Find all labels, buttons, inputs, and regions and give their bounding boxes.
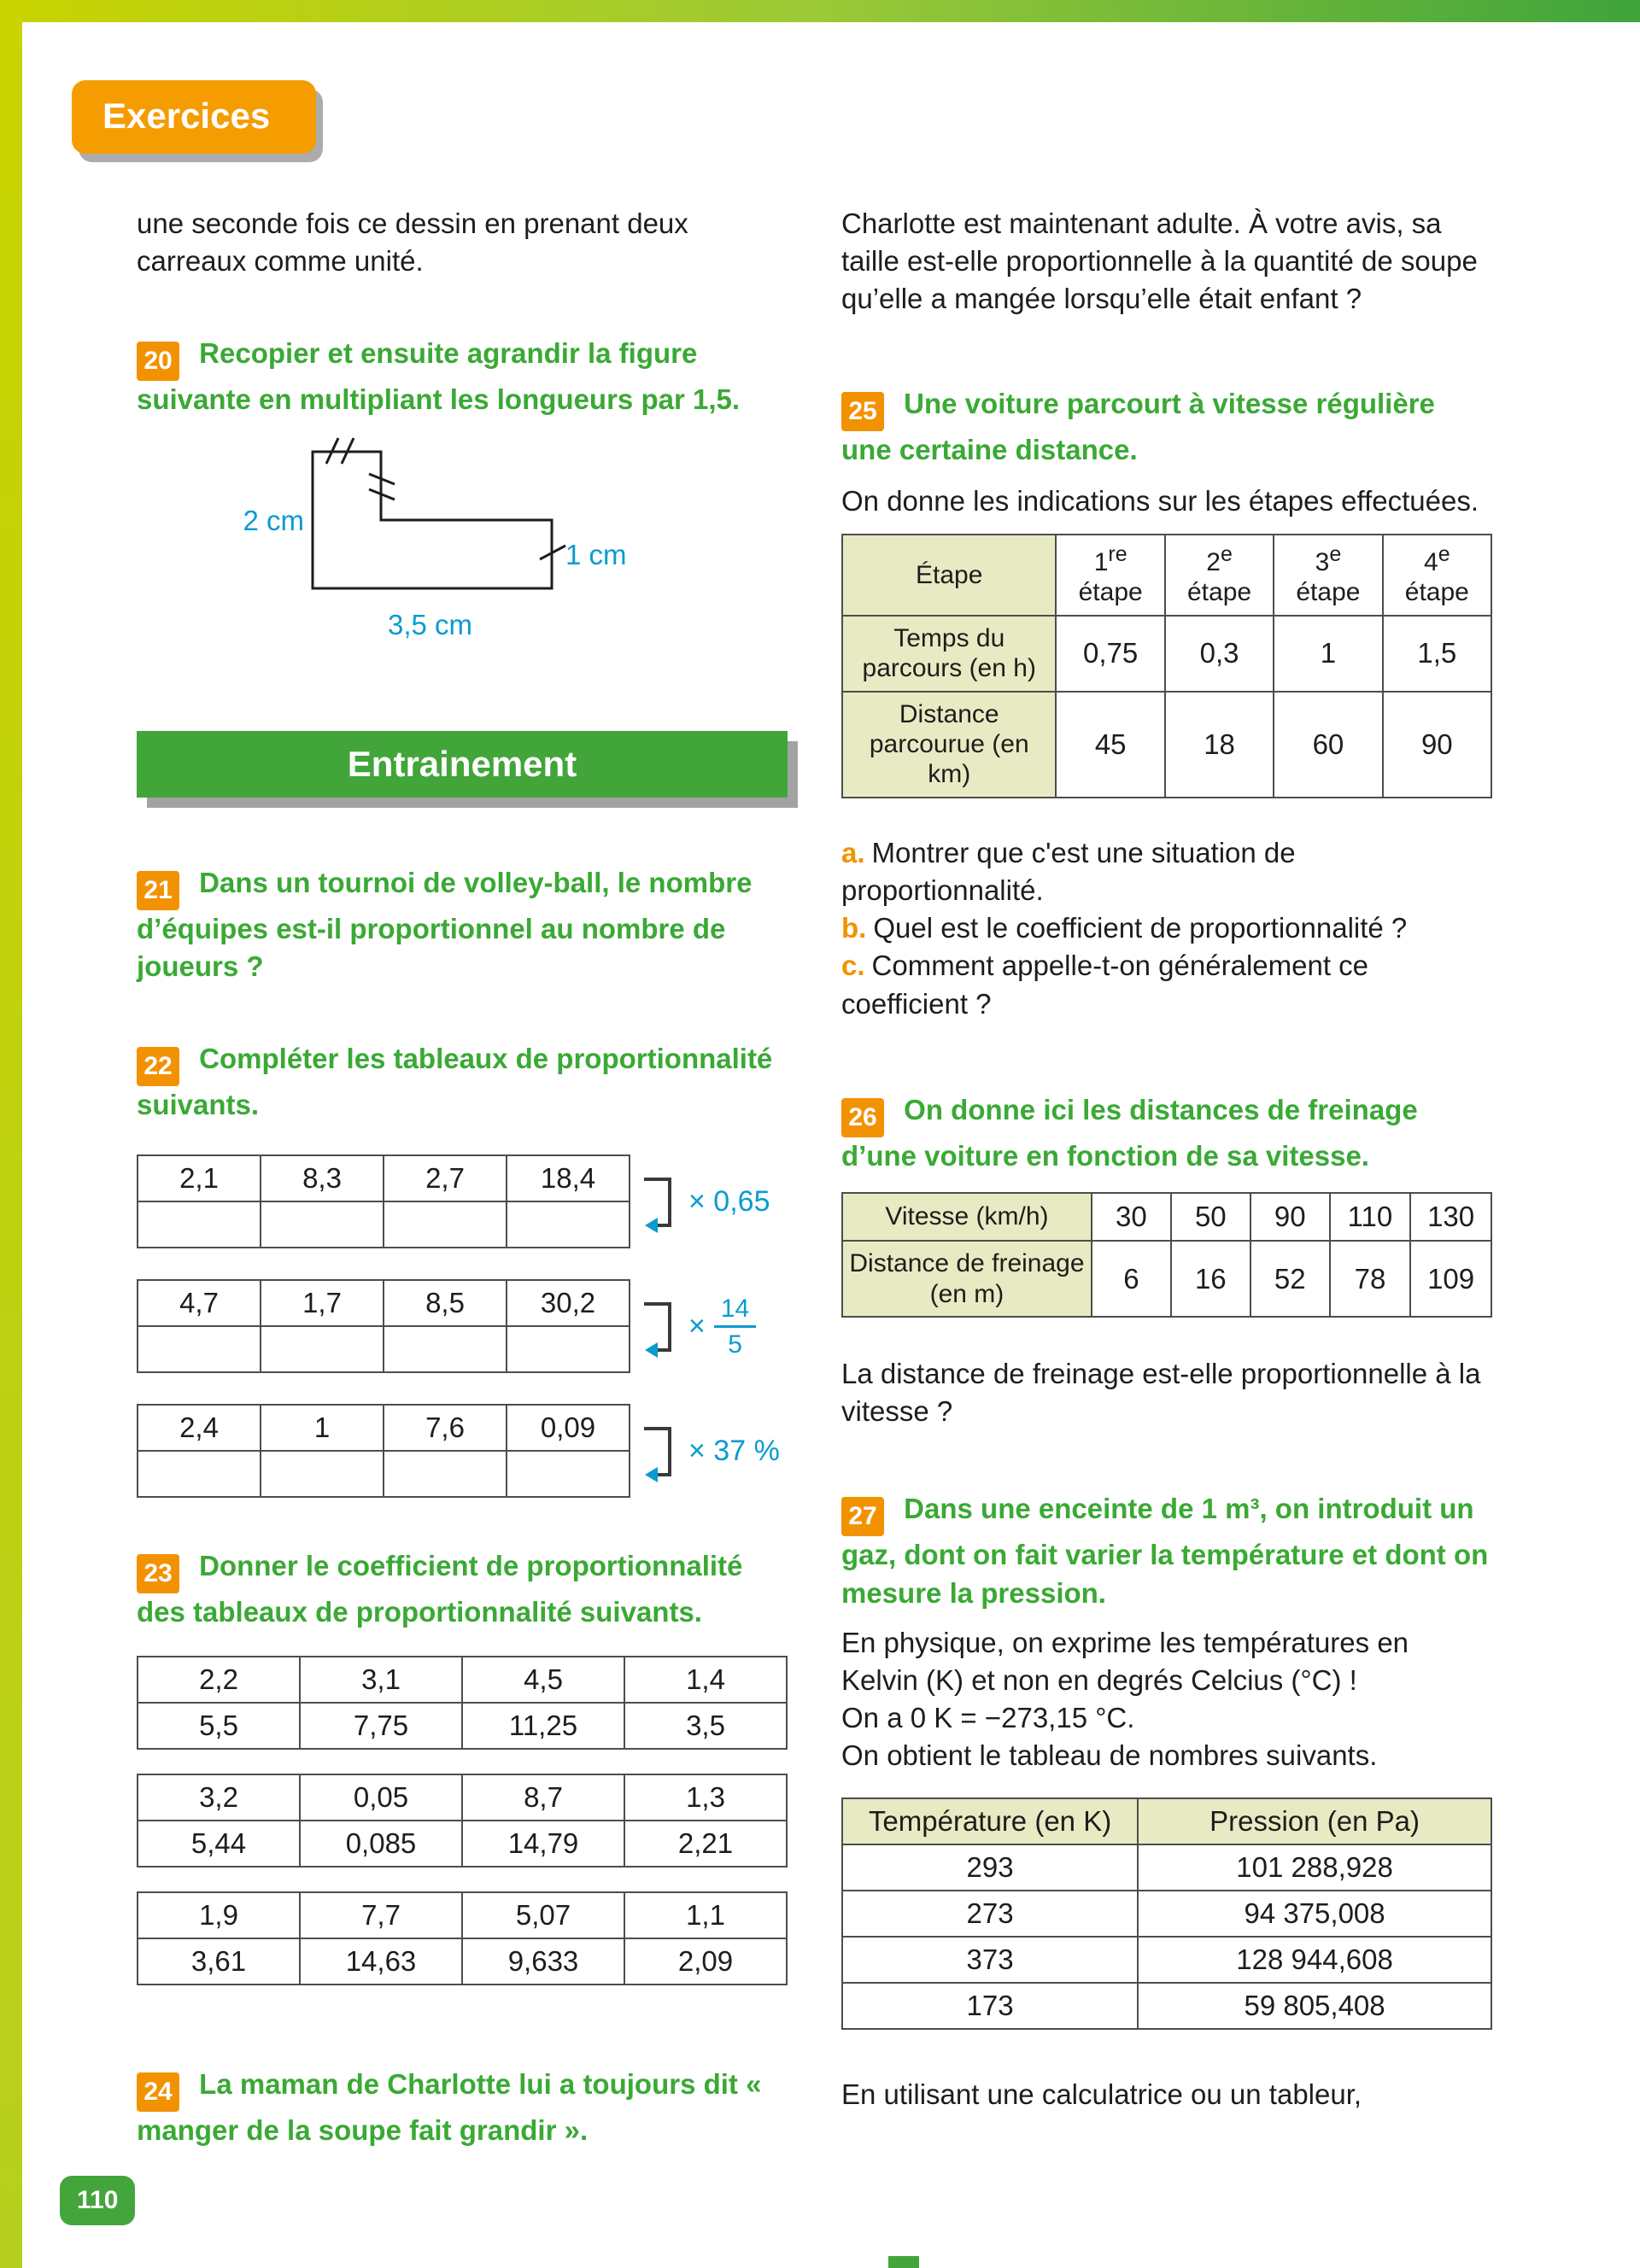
table-cell: 2,1 [138,1155,261,1201]
fraction-numerator: 14 [714,1295,756,1328]
right-column [841,205,1492,2113]
empty-cell [261,1451,384,1497]
multiplier-bracket-arrow [642,1157,680,1246]
etape-word: étape [1296,578,1361,607]
table-corner-cell: Étape [842,535,1056,616]
table-cell: 3,2 [138,1774,300,1821]
table-cell: 2,7 [384,1155,507,1201]
figure-label-right: 1 cm [565,538,627,570]
table-cell: 7,6 [384,1405,507,1451]
table-cell: 3,5 [624,1703,787,1749]
multiplier-label [688,1295,756,1359]
table-cell: 6 [1092,1241,1171,1317]
table-cell: 52 [1250,1241,1330,1317]
figure-label-left: 2 cm [243,504,304,536]
question-letter: c. [841,950,865,982]
empty-cell [384,1201,507,1248]
exercise-21-heading [137,864,788,985]
table-cell: 110 [1330,1193,1411,1241]
table-cell: 8,3 [261,1155,384,1201]
fraction-denominator: 5 [728,1330,742,1359]
table-cell: 45 [1056,692,1164,798]
proportion-table-3 [137,1404,630,1498]
table-cell: 5,5 [138,1703,300,1749]
table-cell: 5,07 [462,1892,624,1938]
empty-cell [384,1326,507,1372]
etape-number: 2 [1206,548,1221,577]
table-cell: 1,1 [624,1892,787,1938]
top-border [0,0,1640,22]
table-cell: 4,5 [462,1657,624,1703]
empty-cell [138,1326,261,1372]
empty-cell [138,1451,261,1497]
proportion-table-1 [137,1154,630,1248]
table-cell: 5,44 [138,1821,300,1867]
figure-20 [184,426,788,687]
table-cell: 8,7 [462,1774,624,1821]
exercise-27-body-1: En physique, on exprime les températures en Kelvin (K) et non en degrés Celcius (°C) ! [841,1626,1409,1697]
exercise-27-title: Dans une enceinte de 1 m³, on introduit un gaz, dont on fait varier la température et dont on mesure la pression. [841,1493,1489,1609]
exercise-20-badge: 20 [137,342,179,381]
etape-sup: e [1329,542,1342,567]
exercise-27-badge: 27 [841,1497,884,1536]
table-cell: 273 [842,1891,1138,1937]
figure-label-bottom: 3,5 cm [388,608,473,640]
question-text: Comment appelle-t-on généralement ce coefficient ? [841,950,1369,1020]
table-cell: 109 [1410,1241,1491,1317]
exercise-26-title: On donne ici les distances de freinage d’une voiture en fonction de sa vitesse. [841,1093,1418,1172]
multiplier-label: × 0,65 [688,1184,770,1218]
multiplier-label: × 37 % [688,1434,780,1467]
table-cell: 1,9 [138,1892,300,1938]
table-header-cell [1165,535,1274,616]
empty-cell [507,1326,630,1372]
table-cell: 90 [1383,692,1491,798]
table-cell: 1 [1274,616,1382,692]
empty-cell [261,1201,384,1248]
coefficient-table-2 [137,1774,788,1868]
table-cell: 0,3 [1165,616,1274,692]
l-shape-outline [313,452,552,588]
question-a [841,834,1492,909]
empty-cell [261,1326,384,1372]
table-cell: 1,4 [624,1657,787,1703]
exercise-21-badge: 21 [137,871,179,910]
exercise-27-heading [841,1490,1492,1611]
table-cell: 30,2 [507,1280,630,1326]
table-cell: 90 [1250,1193,1330,1241]
table-cell: 1,7 [261,1280,384,1326]
multiplier-bracket-arrow [642,1282,680,1371]
table-cell: 1 [261,1405,384,1451]
exercise-23-heading [137,1547,788,1631]
question-letter: b. [841,912,867,944]
etape-number: 4 [1424,548,1438,577]
bottom-green-mark [888,2256,919,2268]
exercise-26-question: La distance de freinage est-elle proportionnelle à la vitesse ? [841,1357,1481,1428]
coefficient-table-1 [137,1656,788,1750]
empty-cell [384,1451,507,1497]
freinage-table [841,1192,1492,1318]
table-cell: 3,1 [300,1657,462,1703]
etape-word: étape [1187,578,1252,607]
exercise-22-badge: 22 [137,1047,179,1086]
table-cell: 14,79 [462,1821,624,1867]
multiplier-fraction [714,1295,756,1359]
table-cell: 2,09 [624,1938,787,1984]
exercise-23-badge: 23 [137,1554,179,1593]
table-row-label: Distance de freinage (en m) [842,1241,1092,1317]
exercise-21-title: Dans un tournoi de volley-ball, le nombre d’équipes est-il proportionnel au nombre de joueurs ? [137,866,753,982]
table-cell: 8,5 [384,1280,507,1326]
table-cell: 130 [1410,1193,1491,1241]
empty-cell [507,1451,630,1497]
left-column [137,205,788,2149]
table-cell: 101 288,928 [1138,1844,1491,1891]
page-number-badge: 110 [60,2176,135,2225]
table-row-label: Temps du parcours (en h) [842,616,1056,692]
question-c [841,947,1492,1022]
empty-cell [138,1201,261,1248]
table-cell: 2,21 [624,1821,787,1867]
table-cell: 1,5 [1383,616,1491,692]
empty-cell [507,1201,630,1248]
etape-word: étape [1078,578,1143,607]
table-cell: 1,3 [624,1774,787,1821]
table-header-cell: Température (en K) [842,1798,1138,1844]
l-shape-figure [184,426,663,682]
page-content [22,22,1640,2268]
exercise-24-title: La maman de Charlotte lui a toujours dit « manger de la soupe fait grandir ». [137,2067,762,2146]
table-header-cell [1056,535,1164,616]
table-cell: 16 [1171,1241,1250,1317]
exercise-24-badge: 24 [137,2072,179,2112]
question-letter: a. [841,836,865,868]
proportion-table-row-3 [137,1404,788,1498]
table-cell: 78 [1330,1241,1411,1317]
table-cell: 4,7 [138,1280,261,1326]
exercise-22-title: Compléter les tableaux de proportionnalité suivants. [137,1043,773,1121]
table-cell: 0,05 [300,1774,462,1821]
exercise-26-badge: 26 [841,1098,884,1137]
table-cell: 293 [842,1844,1138,1891]
table-cell: 373 [842,1937,1138,1983]
table-cell: 173 [842,1983,1138,2029]
exercise-25-body: On donne les indications sur les étapes effectuées. [841,484,1479,517]
proportion-table-row-2 [137,1279,788,1373]
table-cell: 2,2 [138,1657,300,1703]
multiplier-sign: × [688,1309,706,1342]
table-header-cell: Pression (en Pa) [1138,1798,1491,1844]
multiplier-bracket-arrow [642,1406,680,1495]
table-cell: 14,63 [300,1938,462,1984]
table-cell: 11,25 [462,1703,624,1749]
table-header-cell [1274,535,1382,616]
question-b [841,909,1492,947]
table-cell: 50 [1171,1193,1250,1241]
table-cell: 0,085 [300,1821,462,1867]
table-cell: 94 375,008 [1138,1891,1491,1937]
entrainement-banner: Entrainement [137,731,788,798]
table-row-label: Distance parcourue (en km) [842,692,1056,798]
etape-number: 1 [1093,548,1109,577]
table-cell: 9,633 [462,1938,624,1984]
left-border [0,0,22,2268]
table-cell: 0,75 [1056,616,1164,692]
exercise-25-title: Une voiture parcourt à vitesse régulière une certaine distance. [841,387,1435,465]
table-cell: 18 [1165,692,1274,798]
table-cell: 7,7 [300,1892,462,1938]
exercices-tab: Exercices [72,80,316,154]
exercise-26-heading [841,1091,1492,1175]
table-cell: 18,4 [507,1155,630,1201]
table-cell: 30 [1092,1193,1171,1241]
table-cell: 2,4 [138,1405,261,1451]
proportion-table-2 [137,1279,630,1373]
exercise-25-heading [841,385,1492,469]
exercise-25-questions [841,834,1492,1023]
etape-sup: e [1220,542,1233,567]
table-cell: 128 944,608 [1138,1937,1491,1983]
etape-sup: re [1108,542,1128,567]
etapes-table [841,534,1492,798]
etape-word: étape [1404,578,1469,607]
exercise-22-heading [137,1040,788,1124]
exercise-20-heading [137,335,788,418]
exercise-27-body-2: On a 0 K = −273,15 °C. [841,1702,1135,1734]
exercise-23-title: Donner le coefficient de proportionnalité des tableaux de proportionnalité suivants. [137,1550,743,1628]
table-cell: 7,75 [300,1703,462,1749]
temperature-pression-table [841,1797,1492,2030]
question-text: Montrer que c'est une situation de proportionnalité. [841,836,1296,907]
exercise-20-title: Recopier et ensuite agrandir la figure suivante en multipliant les longueurs par 1,5. [137,337,741,416]
table-cell: 0,09 [507,1405,630,1451]
table-cell: 60 [1274,692,1382,798]
exercise-27-closing: En utilisant une calculatrice ou un tableur, [841,2078,1362,2110]
table-cell: 59 805,408 [1138,1983,1491,2029]
coefficient-table-3 [137,1891,788,1985]
intro-text-right: Charlotte est maintenant adulte. À votre avis, sa taille est-elle proportionnelle à la quantité de soupe qu’elle a mangée lorsqu’elle était enfant ? [841,208,1478,315]
exercise-25-badge: 25 [841,392,884,431]
question-text: Quel est le coefficient de proportionnalité ? [873,912,1408,944]
etape-sup: e [1438,542,1450,567]
exercise-27-body-3: On obtient le tableau de nombres suivants. [841,1739,1378,1772]
etape-number: 3 [1315,548,1330,577]
table-cell: 3,61 [138,1938,300,1984]
proportion-table-row-1 [137,1154,788,1248]
exercise-24-heading [137,2066,788,2149]
table-row-label: Vitesse (km/h) [842,1193,1092,1241]
intro-text-left: une seconde fois ce dessin en prenant deux carreaux comme unité. [137,208,688,278]
table-header-cell [1383,535,1491,616]
